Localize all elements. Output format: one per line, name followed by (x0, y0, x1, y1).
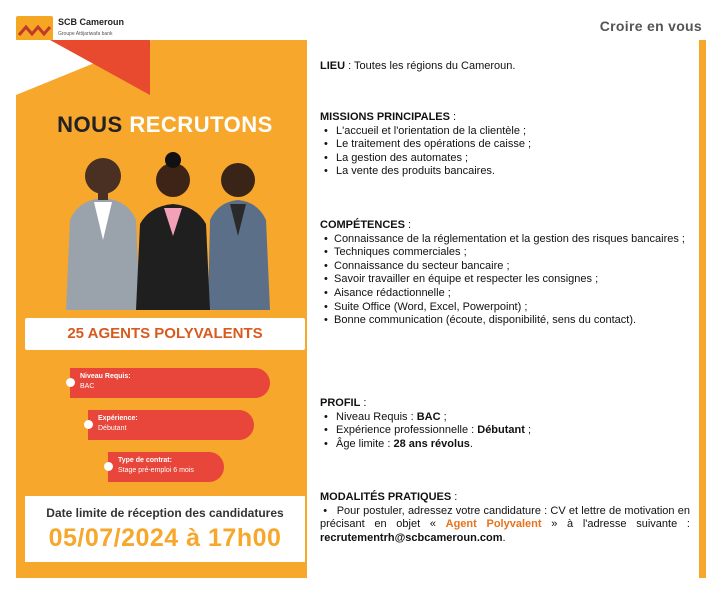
decor-red-band (50, 40, 150, 95)
list-item: • La gestion des automates ; (320, 152, 690, 166)
pill-niveau-label: Niveau Requis: (80, 373, 131, 380)
pill-contrat-value: Stage pré-emploi 6 mois (118, 467, 194, 474)
agents-banner: 25 AGENTS POLYVALENTS (25, 318, 305, 350)
deadline-box (25, 496, 305, 562)
pill-contrat (108, 452, 224, 482)
recruitment-email: recrutementrh@scbcameroun.com (320, 531, 503, 544)
list-item: • Expérience professionnelle : Débutant ; (320, 424, 690, 438)
competences-list (320, 233, 690, 328)
list-item: • L'accueil et l'orientation de la clientèle ; (320, 125, 690, 139)
missions-section: MISSIONS PRINCIPALES : • L'accueil et l'orientation de la clientèle ; • Le traitement des opérations de caisse ; • La gestion des automates ; • La vente des produits bancaires. (320, 111, 690, 179)
profil-section: PROFIL : • Niveau Requis : BAC ; • Expérience professionnelle : Débutant ; • Âge limite : 28 ans révolus. (320, 397, 690, 451)
deadline-date: 05/07/2024 à 17h00 (48, 524, 282, 552)
pill-niveau (70, 368, 270, 398)
slogan: Croire en vous (599, 18, 702, 34)
headline-word-1: NOUS (57, 112, 123, 137)
list-item: • Savoir travailler en équipe et respecter les consignes ; (320, 273, 690, 287)
recruits-illustration (58, 140, 288, 310)
list-item: • Techniques commerciales ; (320, 246, 690, 260)
pill-experience (88, 410, 254, 440)
bullet-dot-icon (66, 378, 75, 387)
list-item: • La vente des produits bancaires. (320, 165, 690, 179)
brand-subtitle: Groupe Attijariwafa bank (58, 31, 113, 37)
list-item: • Connaissance du secteur bancaire ; (320, 260, 690, 274)
list-item: • Aisance rédactionnelle ; (320, 287, 690, 301)
list-item: • Suite Office (Word, Excel, Powerpoint) ; (320, 301, 690, 315)
list-item: • Connaissance de la réglementation et la gestion des risques bancaires ; (320, 233, 690, 247)
deadline-title: Date limite de réception des candidatures (46, 506, 284, 520)
lieu-line (320, 60, 690, 74)
modalites-section: MODALITÉS PRATIQUES : • Pour postuler, adressez votre candidature : CV et lettre de motivation en précisant en objet « Agent Polyvalent » à l'adresse suivante : recrutementrh@scbcameroun.com. (320, 491, 690, 544)
pill-niveau-value: BAC (80, 383, 95, 390)
bullet-dot-icon (104, 462, 113, 471)
modalites-title: MODALITÉS PRATIQUES (320, 491, 452, 503)
lieu-label: LIEU (320, 60, 346, 72)
pill-experience-value: Débutant (98, 425, 127, 432)
pill-experience-label: Expérience: (98, 415, 138, 422)
lieu-value: : Toutes les régions du Cameroun. (345, 60, 516, 72)
missions-list (320, 125, 690, 179)
bullet-dot-icon (84, 420, 93, 429)
headline (20, 112, 310, 138)
modalites-text: • Pour postuler, adressez votre candidature : CV et lettre de motivation en précisant en objet « Agent Polyvalent » à l'adresse suivante : recrutementrh@scbcameroun.com. (320, 504, 690, 544)
pill-contrat-label: Type de contrat: (118, 457, 172, 464)
list-item: • Bonne communication (écoute, disponibilité, sens du contact). (320, 314, 690, 328)
brand-name: SCB Cameroun (58, 17, 125, 27)
competences-section: COMPÉTENCES : • Connaissance de la réglementation et la gestion des risques bancaires ; • Techniques commerciales ; • Connaissance du secteur bancaire ; • Savoir travailler en équipe et respecter les consignes ; • Aisance rédactionnelle ; • Suite Office (Word, Excel, Powerpoint) ; • Bonne communication (écoute, disponibilité, sens du contact). (320, 219, 690, 328)
headline-word-2: RECRUTONS (129, 112, 273, 137)
competences-title: COMPÉTENCES (320, 219, 405, 231)
list-item: • Âge limite : 28 ans révolus. (320, 438, 690, 452)
list-item: • Le traitement des opérations de caisse ; (320, 138, 690, 152)
profil-title: PROFIL (320, 397, 361, 409)
missions-title: MISSIONS PRINCIPALES (320, 111, 450, 123)
list-item: • Niveau Requis : BAC ; (320, 411, 690, 425)
profil-list (320, 411, 690, 452)
